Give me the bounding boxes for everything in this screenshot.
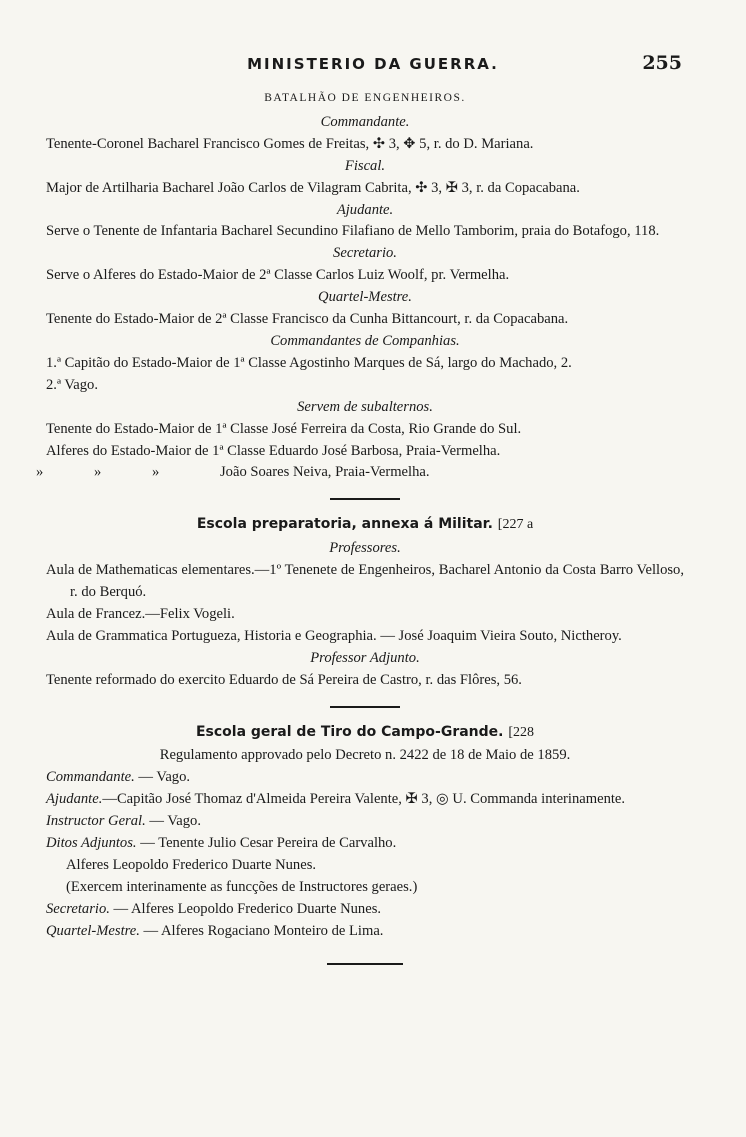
- commandante-heading: Commandante.: [320, 113, 410, 130]
- ajudante-heading: Ajudante.: [336, 201, 394, 218]
- quartel-mestre-heading: Quartel-Mestre.: [318, 289, 412, 306]
- professores-heading: Professores.: [329, 540, 401, 557]
- subalternos-heading: Servem de subalternos.: [297, 398, 433, 415]
- companhias-heading: Commandantes de Companhias.: [270, 332, 460, 349]
- fiscal-entry: Major de Artilharia Bacharel João Carlos de Vilagram Cabrita, ✣ 3, ✠ 3, r. da Copacabana.: [46, 179, 580, 196]
- secretario-heading: Secretario.: [333, 245, 397, 262]
- tiro-adjuntos: Ditos Adjuntos. — Tenente Julio Cesar Pereira de Carvalho.: [46, 835, 397, 852]
- tiro-quartel-mestre: Quartel-Mestre. — Alferes Rogaciano Monteiro de Lima.: [46, 922, 384, 939]
- section-ref: [227 a: [497, 517, 534, 533]
- subalterno-entry-1: Tenente do Estado-Maior de 1ª Classe José Ferreira da Costa, Rio Grande do Sul.: [46, 420, 522, 437]
- tiro-ajudante: Ajudante.—Capitão José Thomaz d'Almeida Pereira Valente, ✠ 3, ◎ U. Commanda interinamente.: [46, 791, 626, 808]
- end-divider: [327, 963, 403, 965]
- adjunto-entry: Tenente reformado do exercito Eduardo de Sá Pereira de Castro, r. das Flôres, 56.: [46, 671, 522, 688]
- tiro-adjunto-2: Alferes Leopoldo Frederico Duarte Nunes.: [66, 857, 317, 873]
- aula-entry-2: Aula de Francez.—Felix Vogeli.: [46, 605, 235, 622]
- ajudante-entry: Serve o Tenente de Infantaria Bacharel Secundino Filafiano de Mello Tamborim, praia do Botafogo, 118.: [46, 223, 660, 240]
- battalion-title: BATALHÃO DE ENGENHEIROS.: [264, 92, 466, 104]
- companhia-entry-2: 2.ª Vago.: [46, 376, 98, 393]
- page-body: [36, 88, 684, 965]
- escola-tiro-title: Escola geral de Tiro do Campo-Grande. [228: [195, 723, 535, 740]
- fiscal-heading: Fiscal.: [344, 157, 386, 174]
- running-title: MINISTERIO DA GUERRA.: [247, 55, 499, 73]
- quartel-mestre-entry: Tenente do Estado-Maior de 2ª Classe Francisco da Cunha Bittancourt, r. da Copacabana.: [46, 311, 569, 328]
- tiro-secretario: Secretario. — Alferes Leopoldo Frederico Duarte Nunes.: [46, 900, 382, 917]
- ditto-mark: »: [94, 464, 102, 481]
- regulamento-line: Regulamento approvado pelo Decreto n. 2422 de 18 de Maio de 1859.: [159, 747, 571, 764]
- commandante-entry: Tenente-Coronel Bacharel Francisco Gomes de Freitas, ✣ 3, ✥ 5, r. do D. Mariana.: [46, 135, 534, 152]
- ditto-mark: »: [36, 464, 44, 481]
- section-divider: [330, 706, 400, 708]
- page-number: 255: [642, 52, 682, 74]
- secretario-entry: Serve o Alferes do Estado-Maior de 2ª Classe Carlos Luiz Woolf, pr. Vermelha.: [46, 267, 510, 284]
- section-ref: [228: [508, 724, 535, 740]
- tiro-instructor: Instructor Geral. — Vago.: [46, 813, 202, 830]
- escola-preparatoria-title: Escola preparatoria, annexa á Militar. [227 a: [196, 516, 534, 533]
- adjunto-heading: Professor Adjunto.: [310, 649, 420, 666]
- subalterno-entry-3: [36, 462, 684, 484]
- ditto-mark: »: [152, 464, 160, 481]
- companhia-entry-1: 1.ª Capitão do Estado-Maior de 1ª Classe Agostinho Marques de Sá, largo do Machado, 2.: [46, 354, 572, 371]
- section-divider: [330, 498, 400, 500]
- aula-entry-1: Aula de Mathematicas elementares.—1º Tenenete de Engenheiros, Bacharel Antonio da Costa Barro Velloso, r. do Berquó.: [46, 562, 684, 601]
- aula-entry-3: Aula de Grammatica Portugueza, Historia e Geographia. — José Joaquim Vieira Souto, Nictheroy.: [46, 627, 622, 644]
- subalterno-entry-2: Alferes do Estado-Maior de 1ª Classe Eduardo José Barbosa, Praia-Vermelha.: [46, 442, 501, 459]
- subalterno-3-name: João Soares Neiva, Praia-Vermelha.: [220, 464, 430, 481]
- tiro-adjuntos-note: (Exercem interinamente as funcções de Instructores geraes.): [66, 878, 418, 895]
- tiro-commandante: Commandante. — Vago.: [46, 769, 191, 786]
